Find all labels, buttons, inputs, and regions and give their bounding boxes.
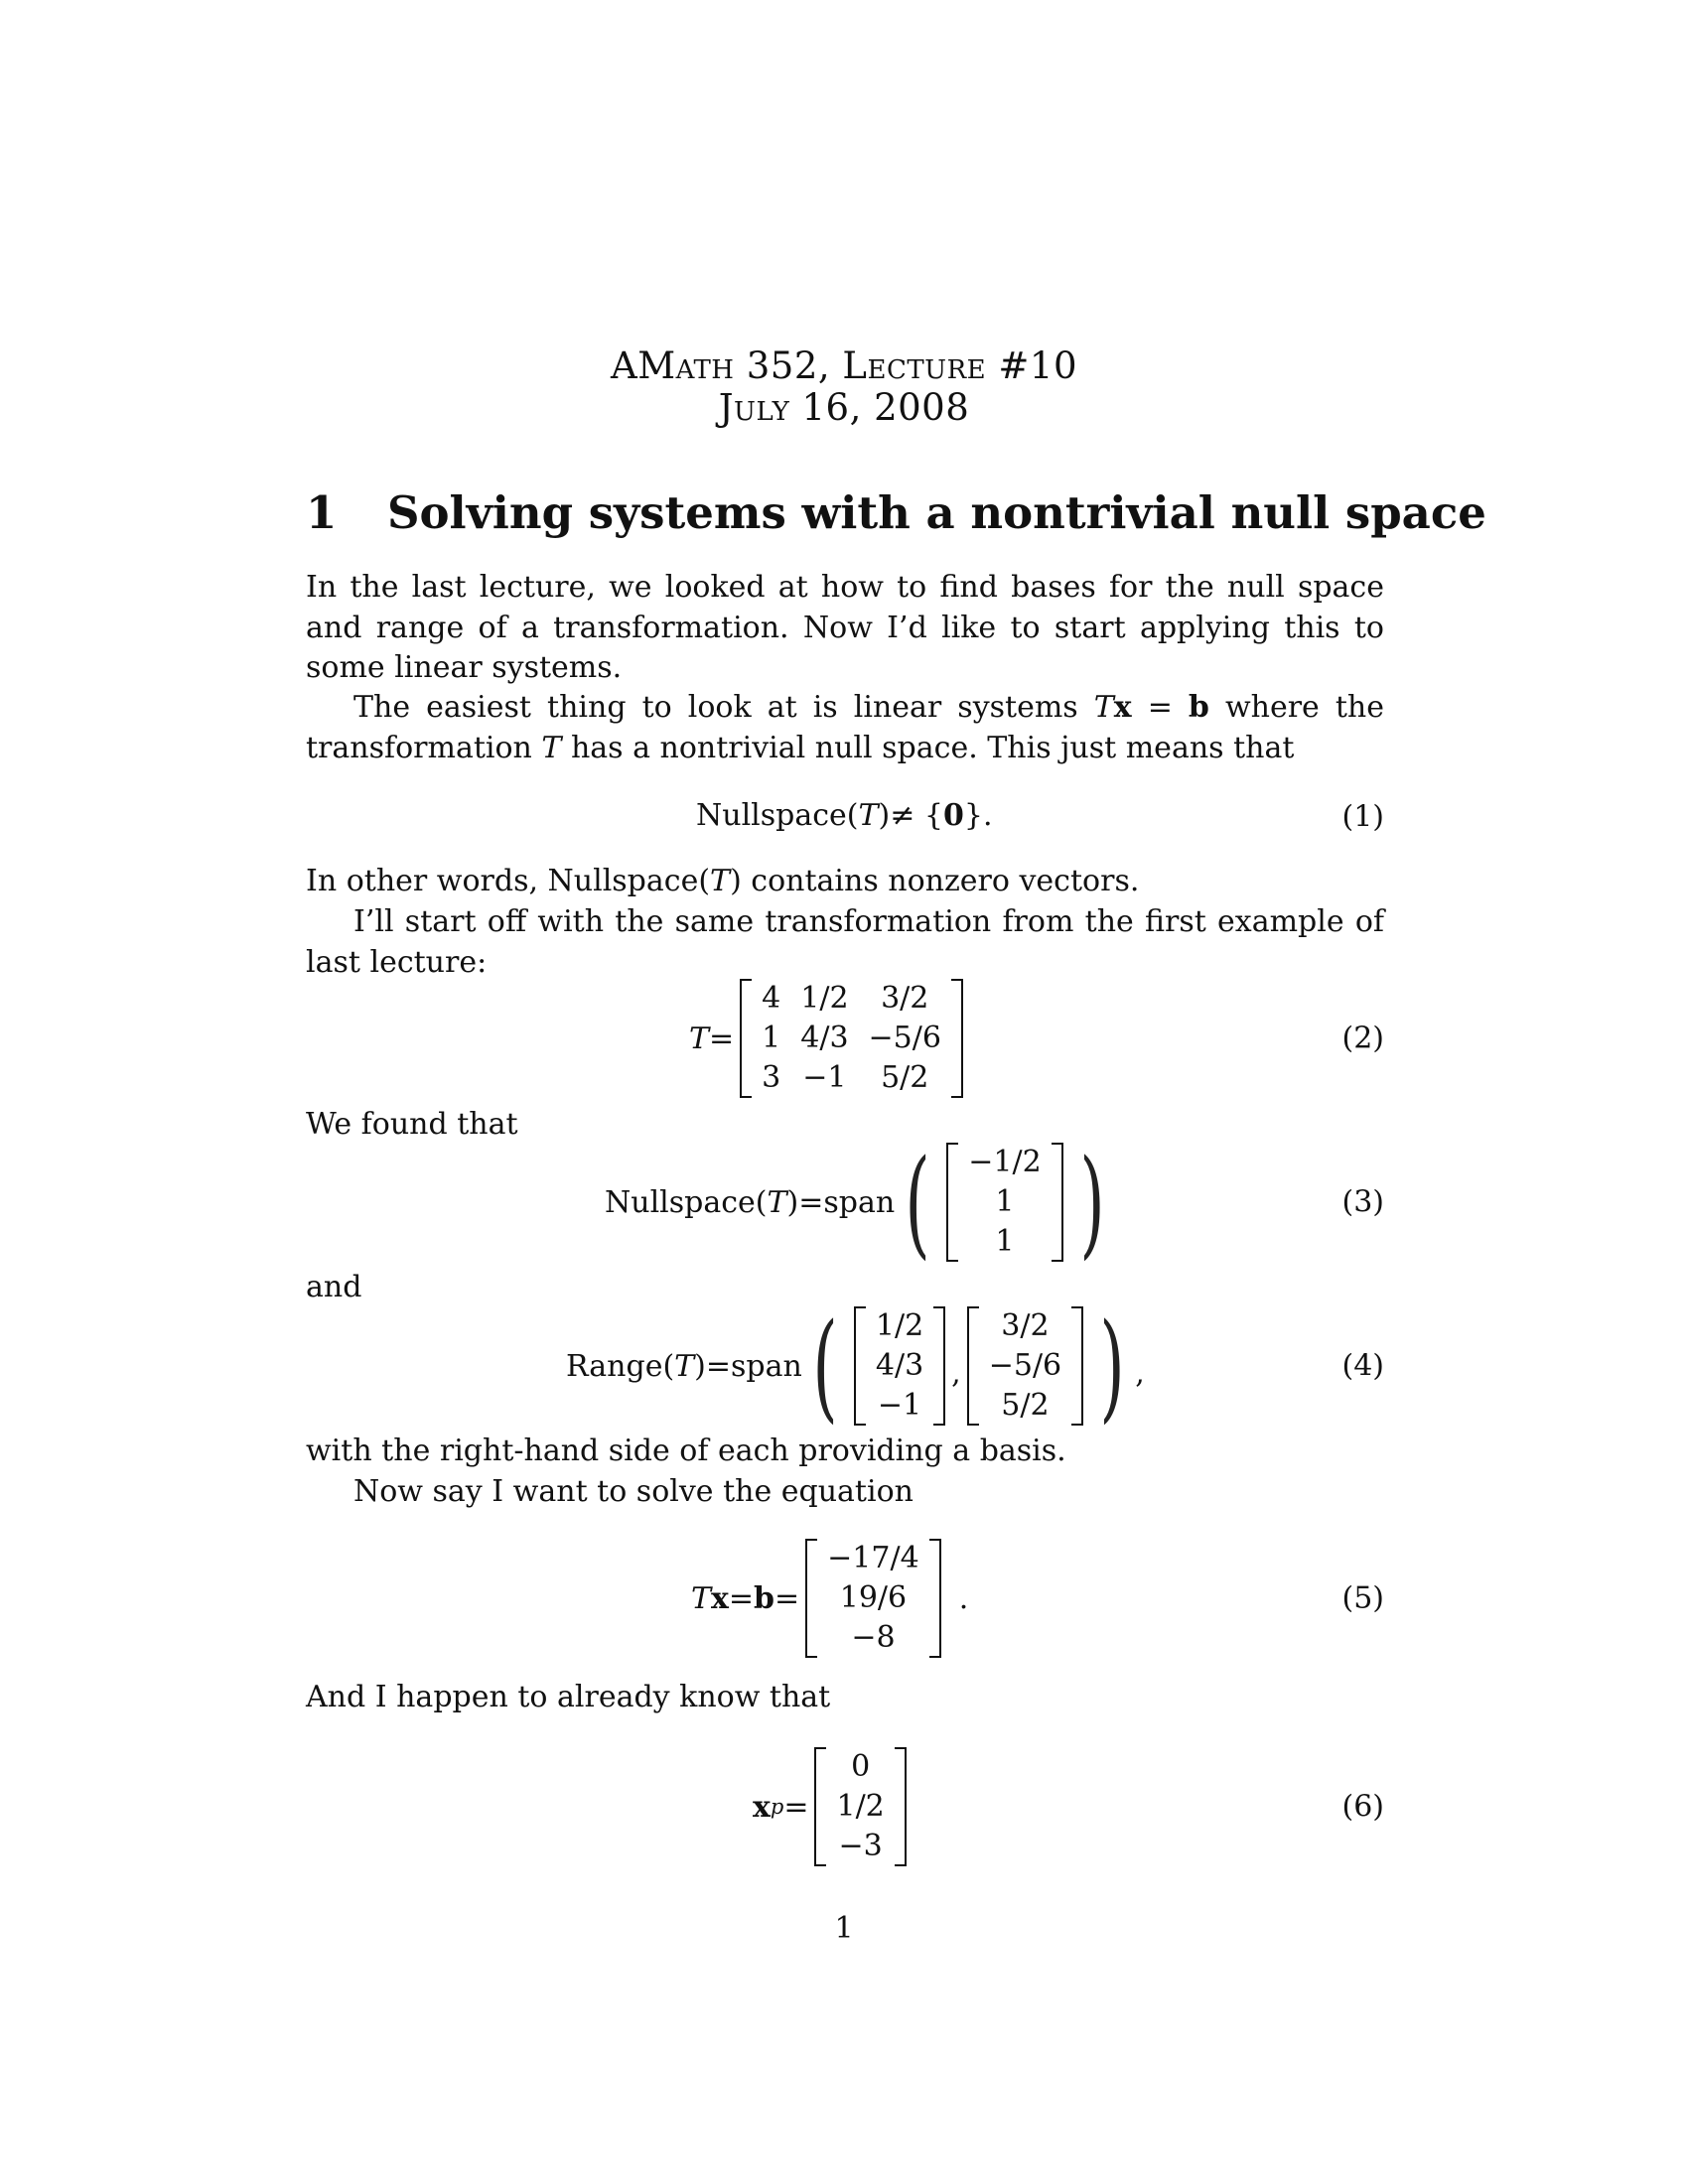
p2-text-a: The easiest thing to look at is linear systems [353,690,1094,725]
paragraph-basis [306,1432,1384,1472]
math-b: b [754,1580,775,1616]
matrix-cell: 4 [762,981,781,1016]
section-title: Solving systems with a nontrivial null space [387,486,1486,539]
title-lecture: Lecture [842,344,987,387]
close-paren: ) [694,1348,706,1384]
paragraph-know [306,1678,1384,1718]
title-math: Math [637,344,735,387]
p2-text-b: where the transformation [306,690,1384,765]
range-word: Range( [566,1348,675,1384]
p6-text: and [306,1270,362,1304]
math-T: T [689,1021,710,1056]
vector-cell: −17/4 [827,1541,919,1575]
title-course: 352, [734,344,843,387]
matrix-cell: 1/2 [800,981,849,1016]
range-basis-vector-2 [967,1306,1083,1426]
equation-number: (3) [1341,1184,1384,1220]
vector-cell: 4/3 [875,1348,924,1383]
matrix-cell: 1 [762,1021,781,1055]
math-x: x [753,1789,771,1825]
p7-text: with the right-hand side of each providing a basis. [306,1433,1066,1468]
document-date [0,387,1688,429]
matrix-cell: 5/2 [881,1060,929,1095]
matrix-cell: 3 [762,1060,781,1095]
nullspace-word: Nullspace( [696,798,859,833]
vector-cell: 0 [851,1749,871,1784]
math-equals: = [728,1580,755,1616]
title-prefix: A [610,344,638,387]
vector-cell: 1 [995,1184,1015,1219]
section-heading [306,486,1486,539]
nullspace-word: Nullspace( [605,1184,768,1220]
equation-number: (5) [1341,1580,1384,1616]
math-x: x [711,1580,729,1616]
equation-2 [306,978,1384,1099]
vector-cell: −5/6 [988,1348,1062,1383]
math-equals: = [1131,690,1189,725]
period: . [958,1580,969,1616]
section-number: 1 [306,486,338,539]
equation-6 [306,1745,1384,1868]
math-T: T [710,864,731,898]
comma: , [1135,1355,1145,1391]
math-T: T [1093,690,1114,725]
document-title [0,345,1688,387]
p3-text-b: ) contains nonzero vectors. [730,864,1140,898]
span-word: span [731,1348,802,1384]
math-T: T [691,1580,712,1616]
p5-text: We found that [306,1107,518,1142]
paragraph-intro [306,568,1384,689]
vector-cell: 1/2 [875,1308,924,1343]
range-basis-vector-1 [854,1306,945,1426]
title-lecture-number: #10 [986,344,1078,387]
math-x: x [1113,690,1132,725]
math-subscript-p: p [770,1795,784,1819]
vector-xp [814,1747,906,1866]
neq-set: ≠ { [890,798,944,833]
p3-text-a: In other words, Nullspace( [306,864,711,898]
vector-cell: 1/2 [836,1789,885,1824]
nullspace-basis-vector [946,1143,1062,1262]
math-equals: = [783,1789,809,1825]
date-rest: 16, 2008 [789,386,970,429]
vector-cell: −3 [838,1829,883,1863]
math-equals: = [709,1021,735,1056]
equation-number: (4) [1341,1348,1384,1384]
p2-text-c: has a nontrivial null space. This just means that [561,730,1295,765]
matrix-cell: −1 [802,1060,847,1095]
equation-5 [306,1537,1384,1660]
math-T: T [858,798,879,833]
p9-text: And I happen to already know that [306,1680,831,1714]
equation-3: Nullspace( T ) = span ( −1/2 1 1 ) (3) [605,1134,1384,1271]
close-paren: ) [878,798,891,833]
math-equals: = [705,1348,732,1384]
vector-cell: 3/2 [1001,1308,1050,1343]
paragraph-intro-text: In the last lecture, we looked at how to find bases for the null space and range of a transformation. Now I’d like to start applying this to some linear systems. [306,570,1384,685]
paragraph-other-words [306,862,1384,902]
vector-cell: 1 [995,1224,1015,1259]
matrix-cell: 4/3 [800,1021,849,1055]
vector-cell: 19/6 [839,1580,908,1615]
zero-vector: 0 [943,798,964,833]
date-month: July [718,386,790,429]
paragraph-linear-systems [306,688,1384,768]
vector-cell: 5/2 [1001,1388,1050,1423]
math-equals: = [798,1184,824,1220]
equation-number: (2) [1341,1021,1384,1056]
page-number: 1 [834,1911,854,1946]
vector-cell: −1/2 [968,1145,1042,1179]
vector-b [805,1539,941,1658]
equation-number: (1) [1341,799,1384,835]
math-T: T [767,1184,787,1220]
close-paren: ) [786,1184,799,1220]
paragraph-transformation [306,902,1384,983]
math-equals: = [774,1580,800,1616]
equation-number: (6) [1341,1789,1384,1825]
vector-cell: −8 [851,1620,896,1655]
comma: , [951,1355,961,1391]
p4-text: I’ll start off with the same transformation from the first example of last lecture: [306,904,1384,980]
span-word: span [823,1184,896,1220]
close-set: }. [963,798,993,833]
equation-4: Range( T ) = span ( 1/2 4/3 −1 , 3/2 −5/6 5/2 ) , (4) [566,1297,1384,1434]
equation-1 [306,794,1384,840]
matrix-T [740,979,963,1098]
math-T: T [541,730,562,765]
math-b: b [1188,690,1209,725]
matrix-cell: 3/2 [881,981,929,1016]
matrix-cell: −5/6 [868,1021,941,1055]
vector-cell: −1 [877,1388,922,1423]
math-T: T [674,1348,695,1384]
paragraph-solve [306,1472,1384,1513]
p8-text: Now say I want to solve the equation [353,1474,914,1509]
